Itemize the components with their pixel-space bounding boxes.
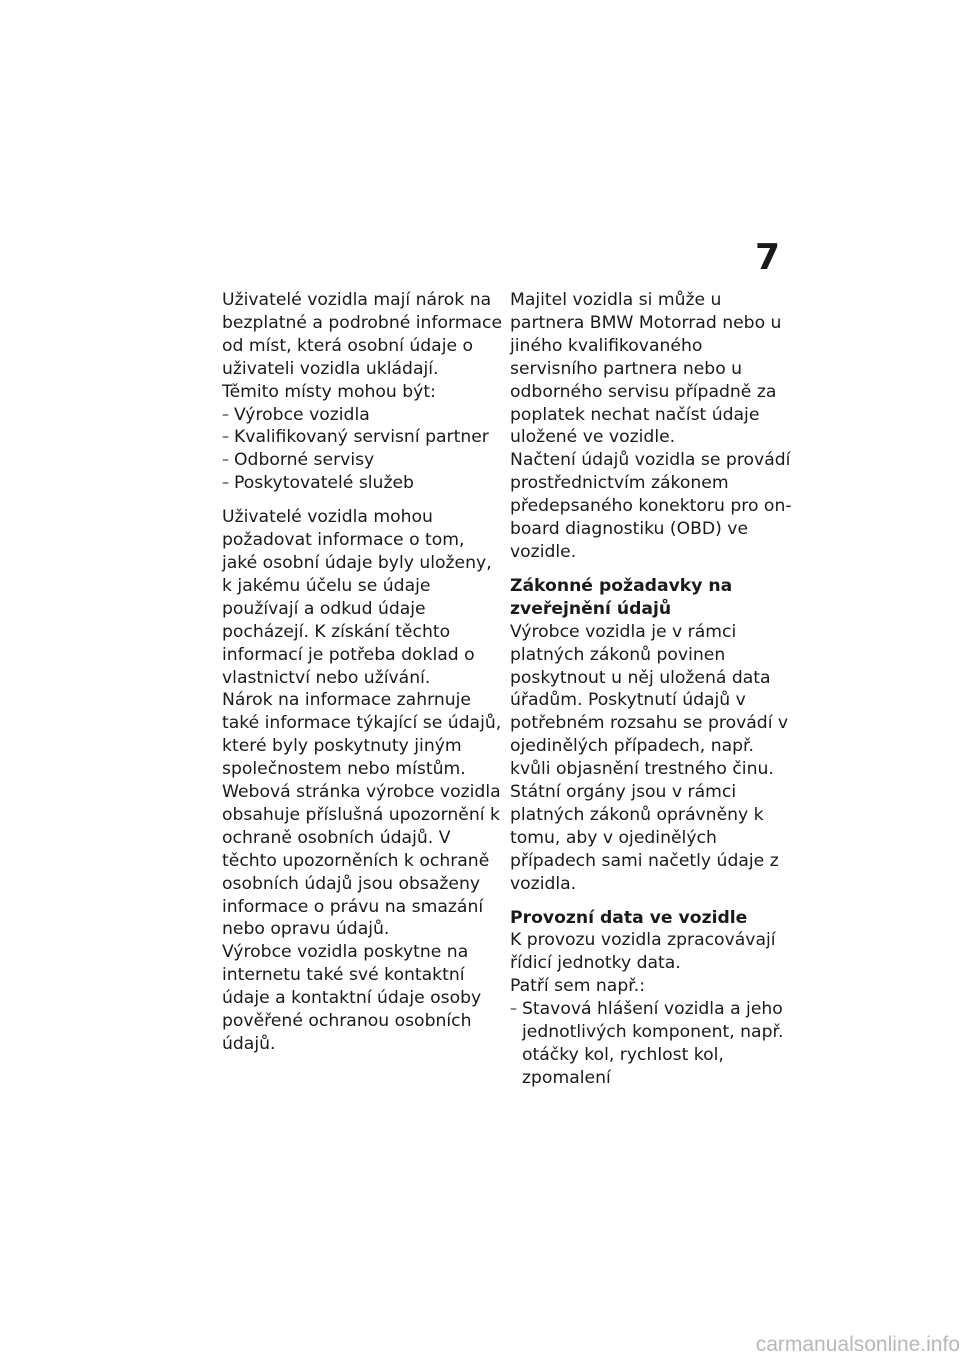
paragraph: K provozu vozidla zpracovávají řídicí jednotky data. — [510, 930, 776, 974]
paragraph: Patří sem např.: — [510, 976, 645, 997]
page-number: 7 — [754, 237, 780, 278]
list-item: – Výrobce vozidla — [222, 404, 504, 427]
paragraph: Těmito místy mohou být: — [222, 381, 436, 402]
left-column — [222, 289, 504, 1056]
paragraph: Výrobce vozidla je v rámci platných zákonů povinen poskytnout u něj uložená data úřadům. Poskytnutí údajů v potřebném rozsahu se provádí v ojedinělých případech, např. kvůli objasnění trestného činu. — [510, 621, 789, 780]
watermark: carmanualsonline.info — [755, 1333, 960, 1356]
list-item: – Odborné servisy — [222, 449, 504, 472]
paragraph: Nárok na informace zahrnuje také informace týkající se údajů, které byly poskytnuty jiným společnostem nebo místům. — [222, 690, 502, 780]
paragraph: Načtení údajů vozidla se provádí prostřednictvím zákonem předepsaného konektoru pro on-board diagnostiku (OBD) ve vozidle. — [510, 450, 792, 562]
bullet-list — [222, 404, 504, 496]
list-item: – Kvalifikovaný servisní partner — [222, 426, 504, 449]
section-heading: Provozní data ve vozidle — [510, 907, 748, 928]
bullet-list — [510, 998, 792, 1090]
list-item: – Stavová hlášení vozidla a jeho jednotlivých komponent, např. otáčky kol, rychlost kol, zpomalení — [510, 998, 792, 1090]
paragraph: Webová stránka výrobce vozidla obsahuje příslušná upozornění k ochraně osobních údajů. V těchto upozorněních k ochraně osobních údajů jsou obsaženy informace o právu na smazání nebo opravu údajů. — [222, 782, 501, 940]
list-item: – Poskytovatelé služeb — [222, 472, 504, 495]
paragraph: Státní orgány jsou v rámci platných zákonů oprávněny k tomu, aby v ojedinělých případech sami načetly údaje z vozidla. — [510, 782, 779, 894]
paragraph: Výrobce vozidla poskytne na internetu také své kontaktní údaje a kontaktní údaje osoby pověřené ochranou osobních údajů. — [222, 942, 482, 1054]
paragraph: Majitel vozidla si může u partnera BMW Motorrad nebo u jiného kvalifikovaného servisního partnera nebo u odborného servisu případně za poplatek nechat načíst údaje uložené ve vozidle. — [510, 290, 782, 448]
section-heading: Zákonné požadavky na zveřejnění údajů — [510, 575, 733, 619]
right-column — [510, 289, 792, 1090]
paragraph: Uživatelé vozidla mají nárok na bezplatné a podrobné informace od míst, která osobní údaje o uživateli vozidla ukládají. — [222, 290, 503, 379]
paragraph: Uživatelé vozidla mohou požadovat informace o tom, jaké osobní údaje byly uloženy, k jakému účelu se údaje používají a odkud údaje pocházejí. K získání těchto informací je potřeba doklad o vlastnictví nebo užívání. — [222, 507, 492, 688]
